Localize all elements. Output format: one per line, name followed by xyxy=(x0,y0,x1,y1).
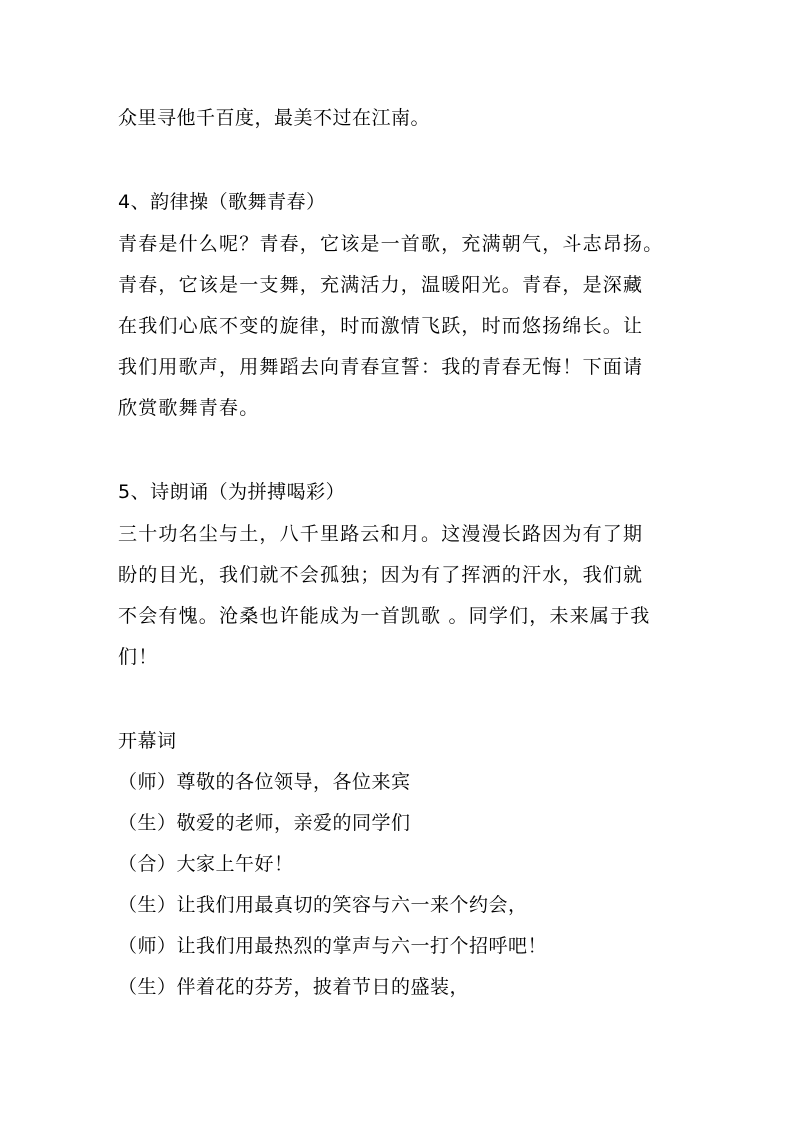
section5-line-3: 不会有愧。沧桑也许能成为一首凯歌 。同学们，未来属于我 xyxy=(118,605,651,627)
opening-line-1: （师）尊敬的各位领导，各位来宾 xyxy=(118,771,411,793)
section5-heading: 5、诗朗诵（为拼搏喝彩） xyxy=(118,481,346,503)
section5-line-1: 三十功名尘与土，八千里路云和月。这漫漫长路因为有了期 xyxy=(118,523,644,545)
section4-line-3: 在我们心底不变的旋律，时而激情飞跃，时而悠扬绵长。让 xyxy=(118,315,644,337)
opening-line-3: （合）大家上午好！ xyxy=(118,853,294,875)
opening-line-4: （生）让我们用最真切的笑容与六一来个约会， xyxy=(118,894,528,916)
section4-line-2: 青春，它该是一支舞，充满活力，温暖阳光。青春，是深藏 xyxy=(118,274,644,296)
opening-line-5: （师）让我们用最热烈的掌声与六一打个招呼吧！ xyxy=(118,935,548,957)
section4-line-1: 青春是什么呢？青春，它该是一首歌，充满朝气，斗志昂扬。 xyxy=(118,233,664,255)
opening-line-6: （生）伴着花的芬芳，披着节日的盛装， xyxy=(118,976,470,998)
section5-line-4: 们！ xyxy=(118,646,159,668)
opening-line-2: （生）敬爱的老师，亲爱的同学们 xyxy=(118,812,411,834)
section5-line-2: 盼的目光，我们就不会孤独；因为有了挥洒的汗水，我们就 xyxy=(118,564,644,586)
section4-heading: 4、韵律操（歌舞青春） xyxy=(118,191,326,213)
section4-line-4: 我们用歌声，用舞蹈去向青春宣誓：我的青春无悔！下面请 xyxy=(118,356,644,378)
section4-line-5: 欣赏歌舞青春。 xyxy=(118,397,260,419)
opening-title: 开幕词 xyxy=(118,730,177,752)
intro-tail-line: 众里寻他千百度，最美不过在江南。 xyxy=(118,107,431,129)
